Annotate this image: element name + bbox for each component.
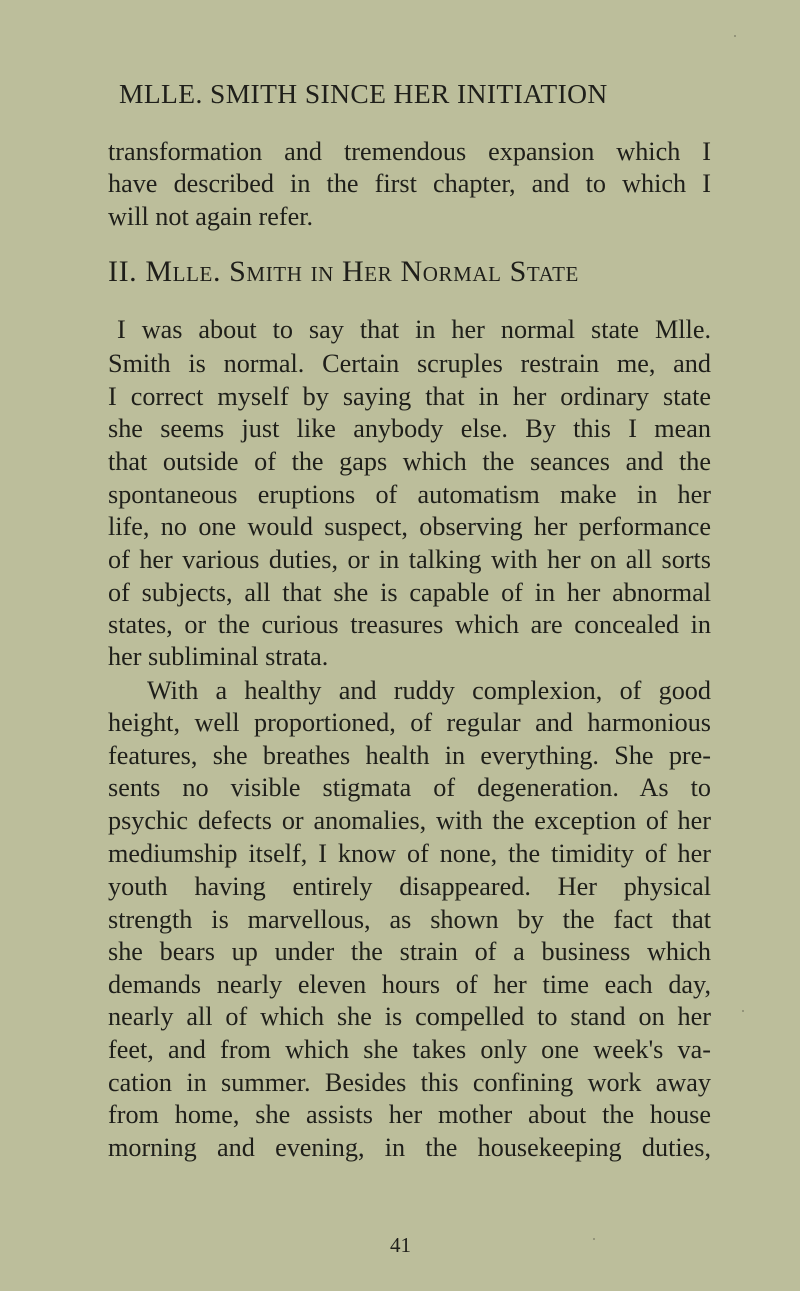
paper-speck [734,35,736,37]
text-line: will not again refer. [108,202,314,231]
text-line: she seems just like anybody else. By this I mean [108,414,711,443]
text-line: of her various duties, or in talking with her on all sorts [108,545,711,574]
text-line: height, well proportioned, of regular and harmonious [108,708,711,737]
paper-speck [742,1010,744,1012]
text-line: With a healthy and ruddy complexion, of good [147,676,711,705]
text-line: morning and evening, in the housekeeping duties, [108,1133,711,1162]
text-line: cation in summer. Besides this confining work away [108,1068,711,1097]
text-line: Smith is normal. Certain scruples restrain me, and [108,349,711,378]
text-line: life, no one would suspect, observing her performance [108,512,711,541]
text-line: states, or the curious treasures which are concealed in [108,610,711,639]
paper-speck [593,1238,595,1240]
text-line: sents no visible stigmata of degeneration. As to [108,773,711,802]
text-line: I correct myself by saying that in her ordinary state [108,382,711,411]
text-line: that outside of the gaps which the seances and the [108,447,711,476]
text-line: strength is marvellous, as shown by the fact that [108,905,711,934]
text-line: spontaneous eruptions of automatism make in her [108,480,711,509]
text-line: psychic defects or anomalies, with the exception of her [108,806,711,835]
text-line: mediumship itself, I know of none, the timidity of her [108,839,711,868]
text-line: of subjects, all that she is capable of in her abnormal [108,578,711,607]
text-line: transformation and tremendous expansion which I [108,137,711,166]
text-line: youth having entirely disappeared. Her physical [108,872,711,901]
text-line: nearly all of which she is compelled to stand on her [108,1002,711,1031]
text-line: have described in the first chapter, and to which I [108,169,711,198]
section-heading: II. Mlle. Smith in Her Normal State [108,255,579,288]
text-line: she bears up under the strain of a business which [108,937,711,966]
page-number: 41 [390,1233,411,1257]
text-line: from home, she assists her mother about the house [108,1100,711,1129]
text-line: features, she breathes health in everything. She pre- [108,741,711,770]
text-line: demands nearly eleven hours of her time each day, [108,970,711,999]
text-line: I was about to say that in her normal state Mlle. [117,315,711,344]
running-head: MLLE. SMITH SINCE HER INITIATION [119,78,608,109]
text-line: her subliminal strata. [108,642,329,671]
text-line: feet, and from which she takes only one week's va- [108,1035,711,1064]
